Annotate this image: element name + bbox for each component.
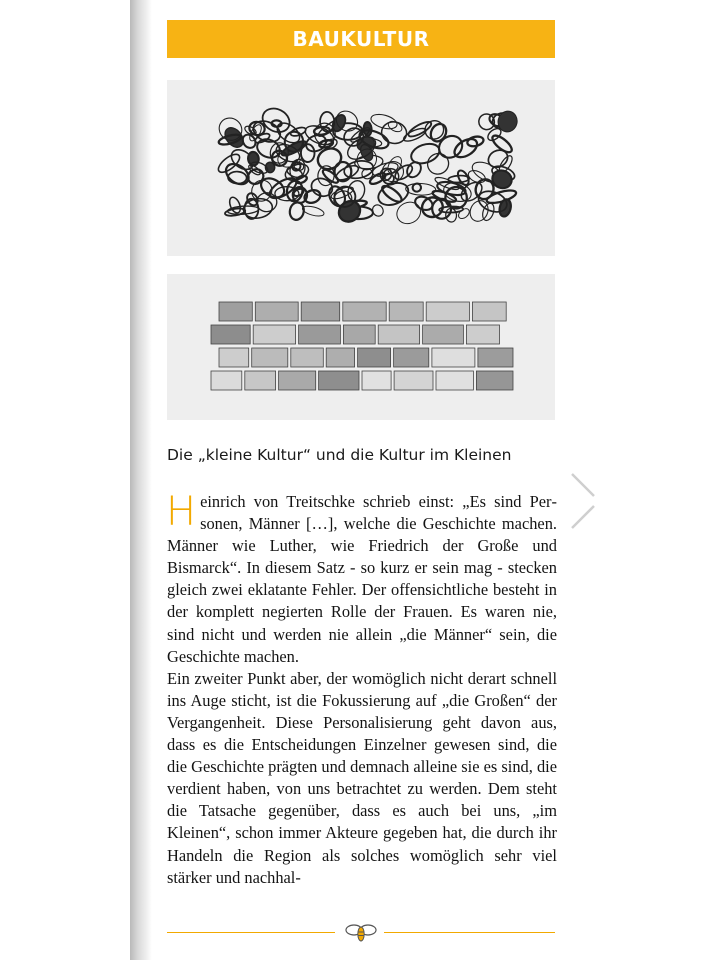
chevron-right-icon[interactable] (568, 470, 598, 532)
figure-caption: Die „kleine Kultur“ und die Kultur im Kleinen (167, 446, 512, 464)
paragraph-1 (167, 491, 557, 668)
drop-cap: H (166, 489, 197, 535)
page-spine-shadow (130, 0, 152, 960)
article-body (167, 491, 557, 889)
left-margin (0, 0, 132, 960)
bee-icon (344, 920, 378, 946)
paragraph-2: Ein zweiter Punkt aber, der womöglich nicht derart schnell ins Auge sticht, ist die Fokussierung auf „die Großen“ der Vergangenheit. Diese Personalisierung geht davon aus, dass es die Entscheidungen Einzelner gewesen sind, die die Geschichte prägten und demnach alleine sie es sind, die verdient haben, von uns betrachtet zu werden. Dem steht die Tatsache gegenüber, dass es auch bei uns, „im Kleinen“, schon immer Akteure gegeben hat, die durch ihr Handeln die Region als solches womöglich sehr viel stärker und nachhal- (167, 668, 557, 887)
footer-rule-left (167, 932, 335, 933)
section-title: BAUKULTUR (292, 27, 430, 51)
stone-wall-sketch (167, 80, 555, 256)
stone-wall-sketch-icon (167, 80, 555, 256)
brick-wall-sketch (167, 274, 555, 420)
footer-rule-right (384, 932, 555, 933)
brick-wall-sketch-icon (167, 274, 555, 420)
paragraph-1-text: einrich von Treitschke schrieb einst: „Es sind Personen, Männer […], welche die Geschichte machen. Männer wie Luther, wie Friedrich der Große und Bismarck“. In diesem Satz - so kurz er sein mag - stecken gleich zwei eklatante Fehler. Der offensichtliche besteht in der komplett negierten Rolle der Frauen. Es waren nie, sind nicht und werden nie allein „die Männer“ sein, die Geschichte machen. (167, 492, 557, 666)
section-banner (167, 20, 555, 58)
